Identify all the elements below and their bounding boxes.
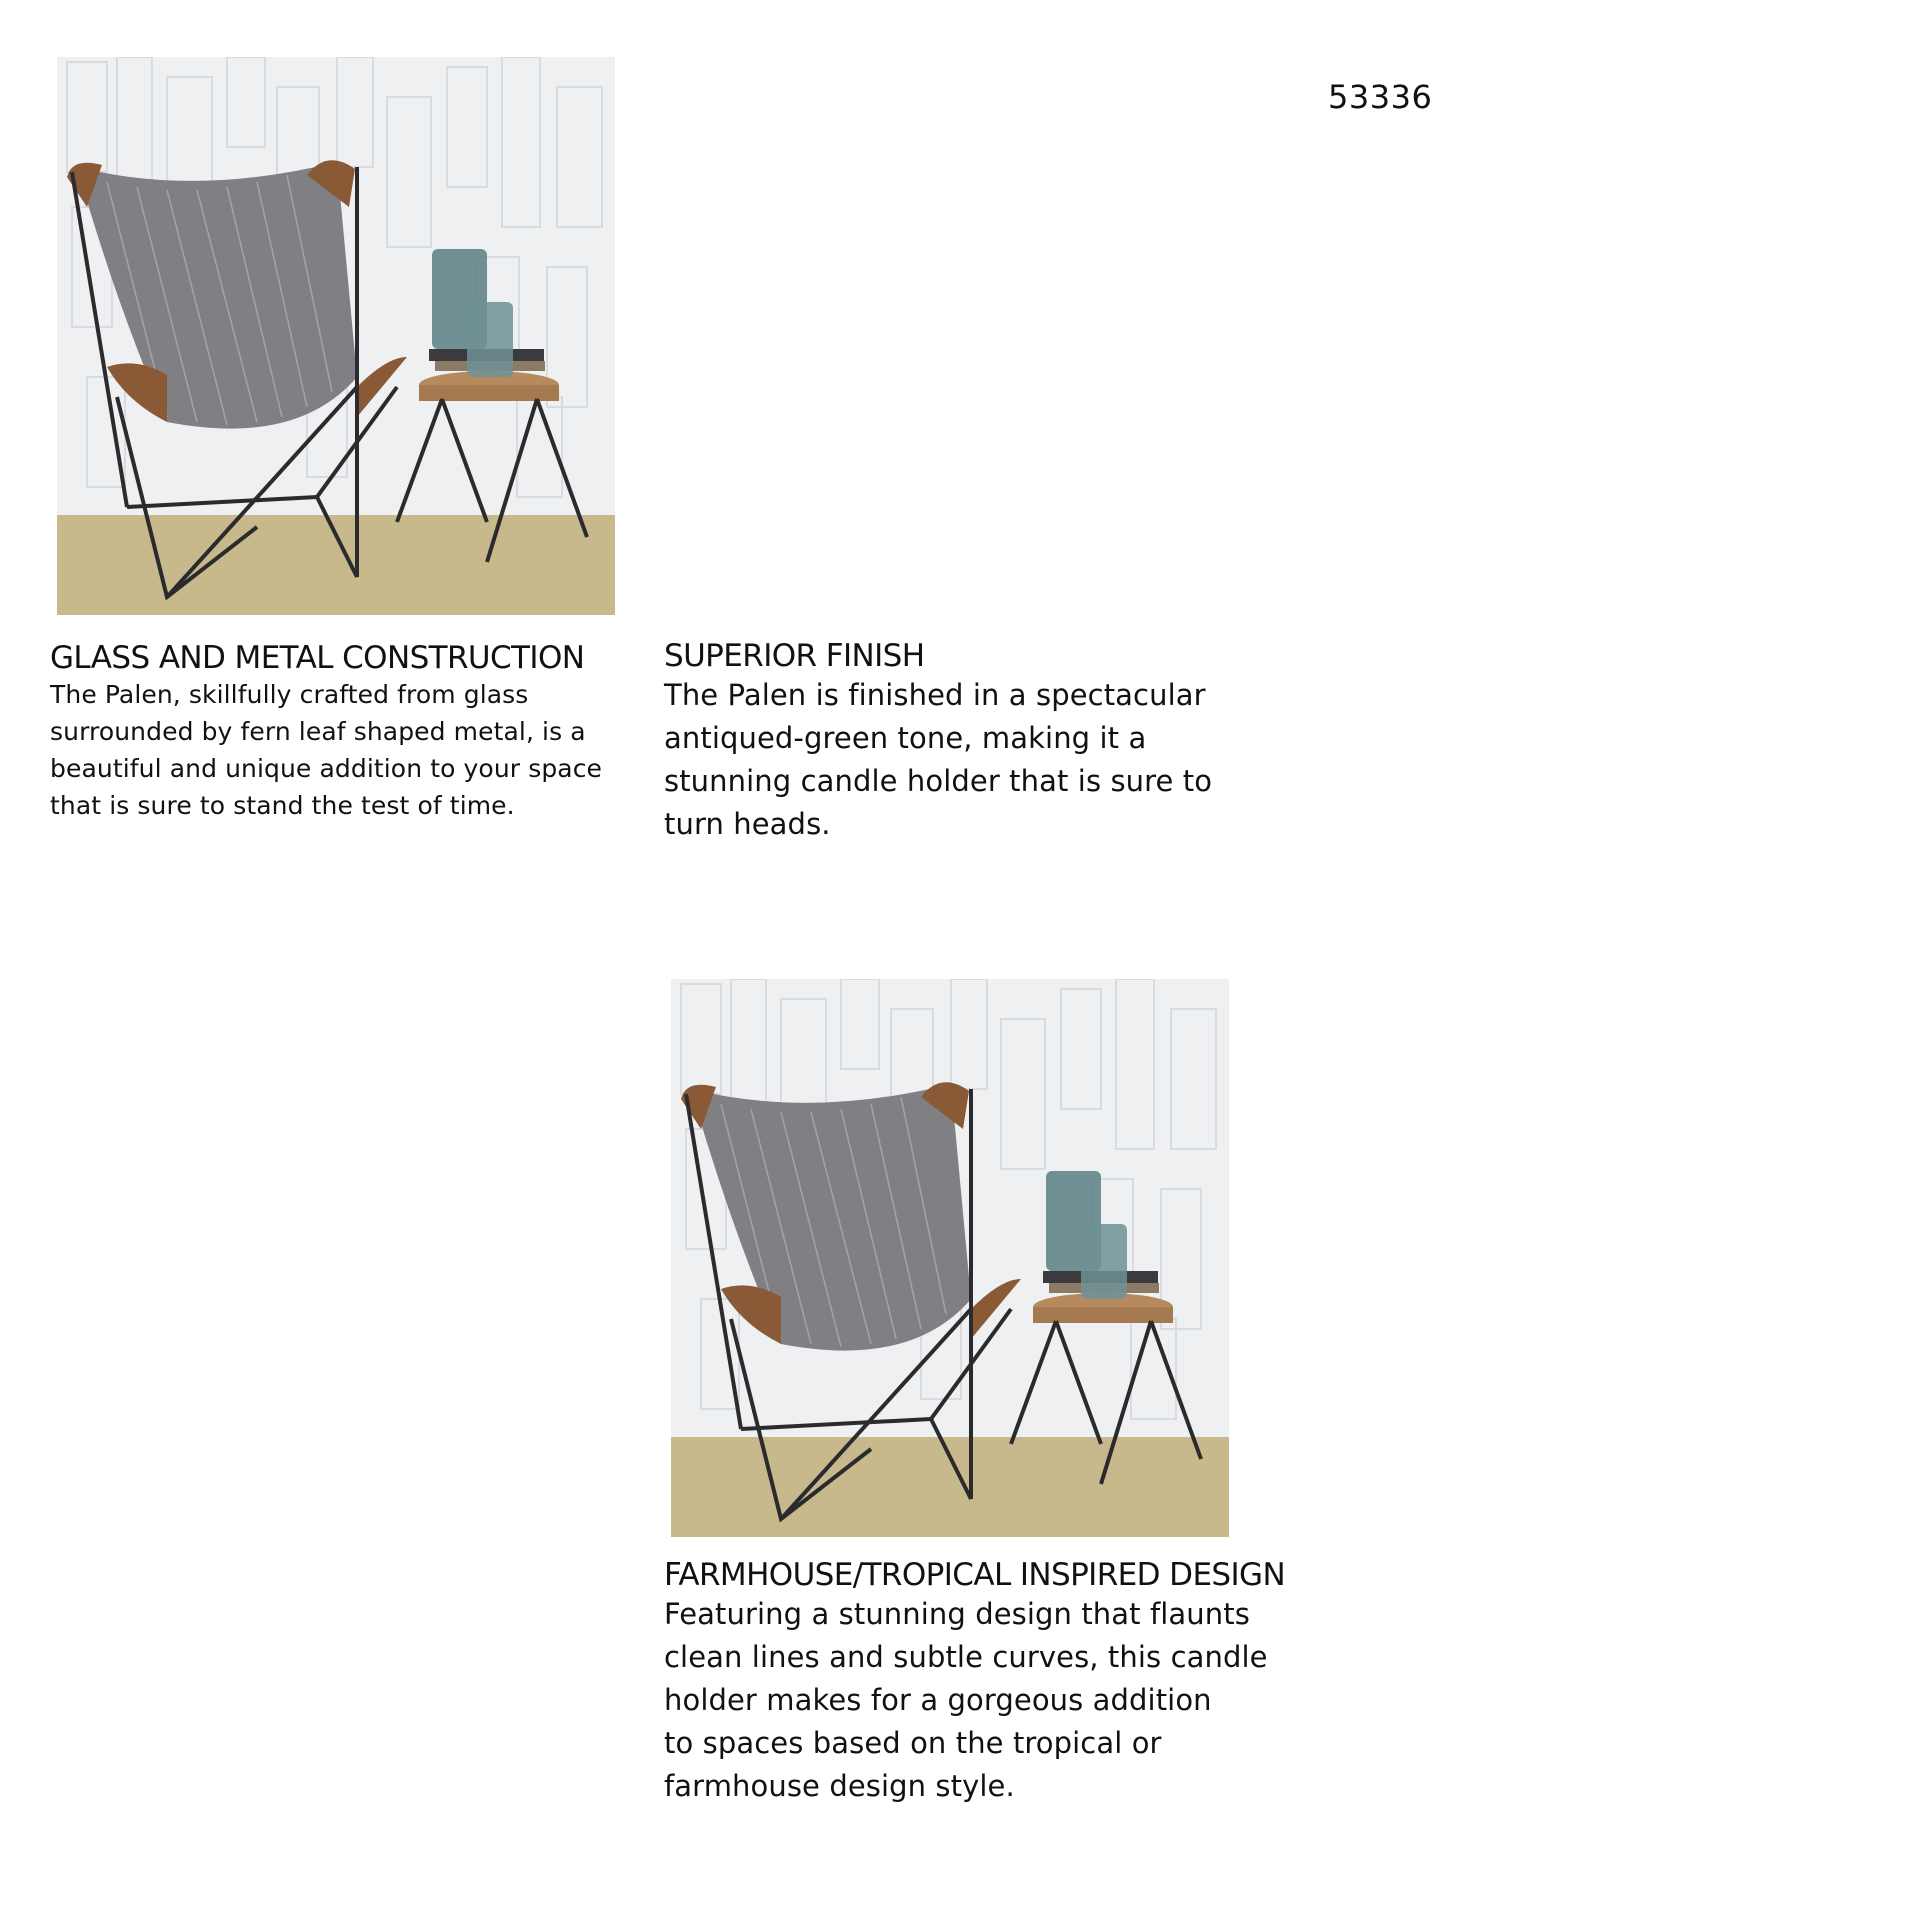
body-line: stunning candle holder that is sure to [664, 764, 1213, 798]
body-line: The Palen is finished in a spectacular [664, 678, 1206, 712]
section-glass-metal [50, 640, 620, 824]
section-body [664, 674, 1224, 846]
section-heading: SUPERIOR FINISH [664, 638, 925, 674]
body-line: antiqued-green tone, making it a [664, 721, 1147, 755]
section-heading: FARMHOUSE/TROPICAL INSPIRED DESIGN [664, 1557, 1286, 1593]
body-line: turn heads. [664, 807, 831, 841]
sku-number: 53336 [1328, 78, 1433, 116]
body-line: clean lines and subtle curves, this candle [664, 1640, 1268, 1674]
product-photo-top [57, 57, 615, 615]
section-superior-finish [664, 638, 1224, 846]
body-line: holder makes for a gorgeous addition [664, 1683, 1212, 1717]
section-heading: GLASS AND METAL CONSTRUCTION [50, 640, 585, 676]
body-line: that is sure to stand the test of time. [50, 791, 515, 820]
body-line: to spaces based on the tropical or [664, 1726, 1162, 1760]
body-line: Featuring a stunning design that flaunts [664, 1597, 1250, 1631]
body-line: surrounded by fern leaf shaped metal, is a [50, 717, 586, 746]
body-line: beautiful and unique addition to your space [50, 754, 603, 783]
body-line: The Palen, skillfully crafted from glass [50, 680, 529, 709]
section-farmhouse-design [664, 1557, 1384, 1808]
body-line: farmhouse design style. [664, 1769, 1015, 1803]
section-body [50, 676, 620, 824]
section-body [664, 1593, 1384, 1808]
product-photo-bottom [671, 979, 1229, 1537]
